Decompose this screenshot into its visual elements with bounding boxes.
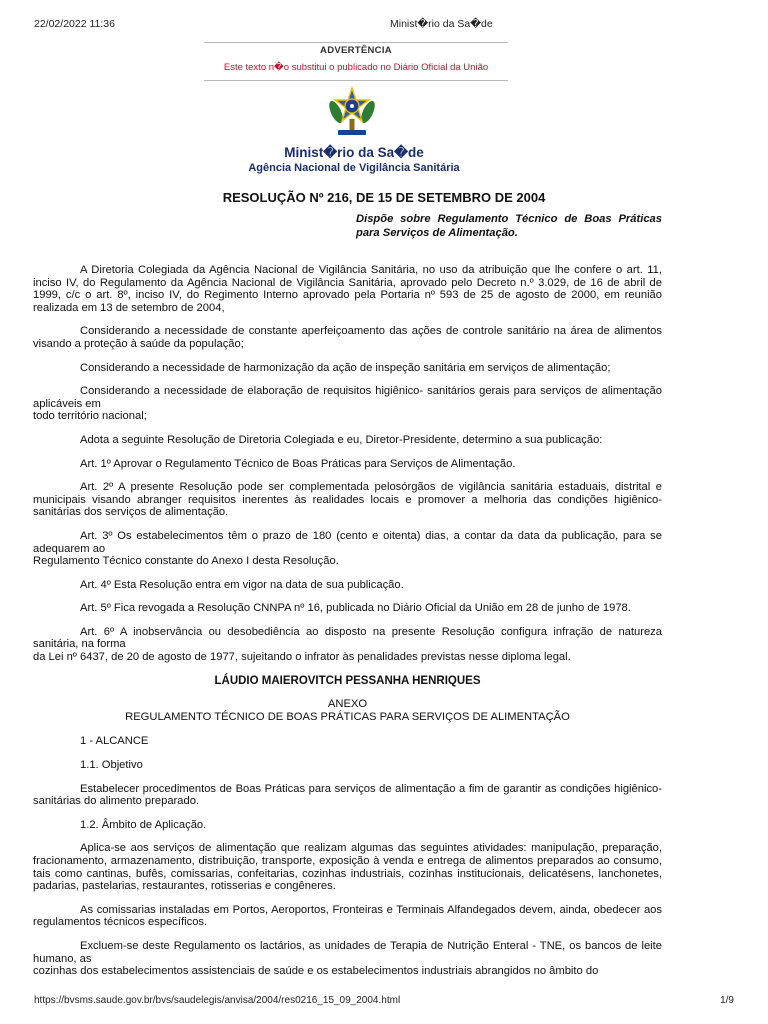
section-paragraph: Aplica-se aos serviços de alimentação que realizam algumas das seguintes atividades: manipulação, preparação, fracionamento, armazenamento, distribuição, transporte, exposição à venda e entrega de alimentos preparados ao consumo, tais como cantinas, bufês, comissarias, confeitarias, cozinhas industriais, cozinhas institucionais, delicatésens, lanchonetes, padarias, pastelarias, restaurantes, rotisserias e congêneres. [33, 842, 662, 893]
paragraph-line: Regulamento Técnico constante do Anexo I desta Resolução. [33, 555, 339, 568]
paragraph-line: Art. 3º Os estabelecimentos têm o prazo de 180 (cento e oitenta) dias, a contar da data da publicação, para se adequarem ao [33, 529, 662, 555]
paragraph-line: Considerando a necessidade de elaboração de requisitos higiênico- sanitários gerais para serviços de alimentação aplicáveis em [33, 385, 662, 410]
anexo-label: ANEXO [327, 698, 368, 711]
paragraph-line: todo território nacional; [33, 410, 147, 423]
section-paragraph: As comissarias instaladas em Portos, Aeroportos, Fronteiras e Terminais Alfandegados devem, ainda, obedecer aos regulamentos técnicos específicos. [33, 903, 662, 929]
considerando-paragraph: Considerando a necessidade de harmonização da ação de inspeção sanitária em serviços de alimentação; [80, 361, 611, 374]
divider [204, 80, 508, 81]
paragraph-line: cozinhas dos estabelecimentos assistenciais de saúde e os estabelecimentos industriais abrangidos no âmbito do [33, 965, 599, 978]
section-heading: 1.2. Âmbito de Aplicação. [80, 818, 207, 831]
advertencia-title: ADVERTÊNCIA [320, 45, 392, 56]
anexo-heading [33, 698, 662, 723]
resolution-title: RESOLUÇÃO Nº 216, DE 15 DE SETEMBRO DE 2004 [222, 190, 546, 205]
advertencia-text: Este texto n�o substitui o publicado no Diário Oficial da União [223, 62, 489, 73]
document-body [33, 264, 662, 989]
considerando-paragraph: Considerando a necessidade de constante aperfeiçoamento das ações de controle sanitário na área de alimentos visando a proteção à saúde da população; [33, 325, 662, 350]
adopt-paragraph: Adota a seguinte Resolução de Diretoria Colegiada e eu, Diretor-Presidente, determino a sua publicação: [80, 433, 603, 446]
article-1: Art. 1º Aprovar o Regulamento Técnico de Boas Práticas para Serviços de Alimentação. [80, 457, 516, 470]
article-5: Art. 5º Fica revogada a Resolução CNNPA nº 16, publicada no Diário Oficial da União em 28 de junho de 1978. [80, 602, 631, 615]
print-datetime: 22/02/2022 11:36 [34, 18, 115, 30]
page-number: 1/9 [720, 995, 734, 1006]
paragraph-line: Excluem-se deste Regulamento os lactários, as unidades de Terapia de Nutrição Enteral - TNE, os bancos de leite humano, as [33, 939, 662, 965]
article-2: Art. 2º A presente Resolução pode ser complementada pelosórgãos de vigilância sanitária estaduais, distrital e municipais visando abranger requisitos inerentes às realidades locais e promover a melhoria das condições higiênico-sanitárias dos serviços de alimentação. [33, 481, 662, 519]
page-url: https://bvsms.saude.gov.br/bvs/saudelegis/anvisa/2004/res0216_15_09_2004.html [34, 995, 401, 1006]
advertencia-box [204, 42, 508, 81]
section-paragraph [33, 940, 662, 978]
paragraph-line: da Lei nº 6437, de 20 de agosto de 1977, sujeitando o infrator às penalidades previstas nesse diploma legal. [33, 651, 571, 664]
signature: LÁUDIO MAIEROVITCH PESSANHA HENRIQUES [214, 674, 481, 687]
section-paragraph: Estabelecer procedimentos de Boas Práticas para serviços de alimentação a fim de garantir as condições higiênico-sanitárias do alimento preparado. [33, 782, 662, 808]
preamble-paragraph: A Diretoria Colegiada da Agência Nacional de Vigilância Sanitária, no uso da atribuição que lhe confere o art. 11, inciso IV, do Regulamento da Agência Nacional de Vigilância Sanitária, aprovado pelo Decreto n.º 3.029, de 16 de abril de 1999, c/c o art. 8º, inciso IV, do Regimento Interno aprovado pela Portaria nº 593 de 25 de agosto de 2000, em reunião realizada em 13 de setembro de 2004, [33, 264, 662, 314]
ministry-name: Minist�rio da Sa�de [284, 145, 424, 160]
section-heading: 1 - ALCANCE [80, 735, 149, 748]
article-3 [33, 530, 662, 568]
resolution-ementa: Dispõe sobre Regulamento Técnico de Boas Práticas para Serviços de Alimentação. [356, 213, 662, 239]
divider [204, 42, 508, 43]
brasao-republica-icon [328, 86, 376, 138]
article-6 [33, 626, 662, 664]
anexo-title: REGULAMENTO TÉCNICO DE BOAS PRÁTICAS PARA SERVIÇOS DE ALIMENTAÇÃO [125, 710, 570, 723]
print-page-title: Minist�rio da Sa�de [390, 18, 493, 30]
section-heading: 1.1. Objetivo [80, 759, 143, 772]
article-4: Art. 4º Esta Resolução entra em vigor na data de sua publicação. [80, 578, 404, 591]
paragraph-line: Art. 6º A inobservância ou desobediência ao disposto na presente Resolução configura infração de natureza sanitária, na forma [33, 625, 662, 651]
agency-name: Agência Nacional de Vigilância Sanitária [248, 162, 460, 174]
considerando-paragraph [33, 385, 662, 423]
